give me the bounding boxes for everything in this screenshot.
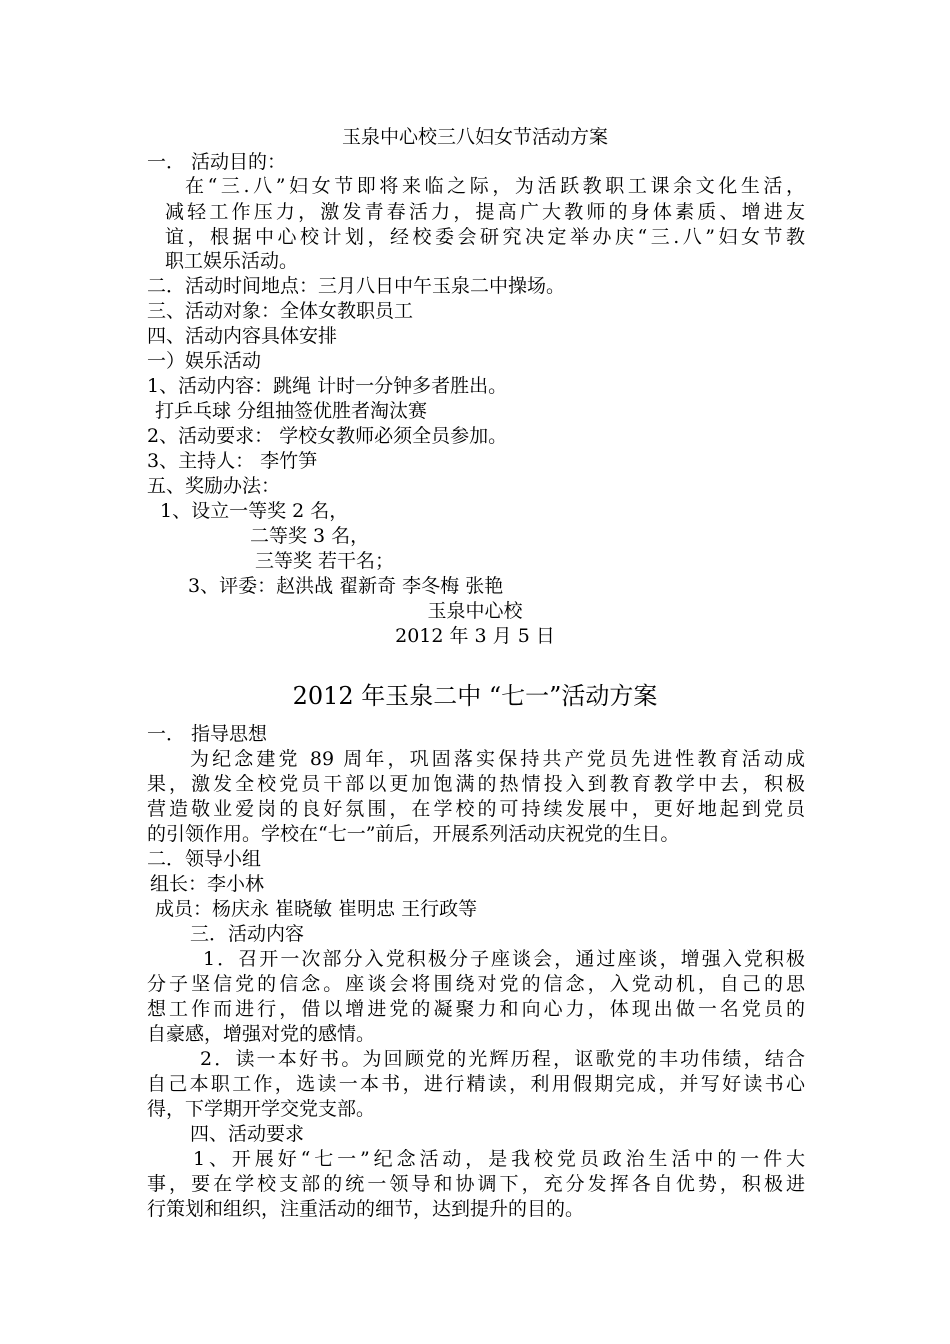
doc1-section1-paragraph-line: 职工娱乐活动。 (165, 250, 299, 272)
doc2-title: 2012 年玉泉二中 “七一”活动方案 (292, 682, 658, 710)
doc2-content1-line: 想工作而进行，借以增进党的凝聚力和向心力，体现出做一名党员的 (147, 998, 805, 1020)
doc1-signature-org: 玉泉中心校 (427, 600, 523, 622)
doc2-content2-line: 自己本职工作，选读一本书，进行精读，利用假期完成，并写好读书心 (147, 1073, 805, 1095)
doc1-title: 玉泉中心校三八妇女节活动方案 (341, 126, 608, 148)
doc1-item: 1、活动内容：跳绳 计时一分钟多者胜出。 (147, 375, 508, 397)
doc1-prize: 1、设立一等奖 2 名， (160, 500, 349, 522)
doc1-prize: 三等奖 若干名； (255, 550, 395, 572)
doc2-content2-line: 得，下学期开学交党支部。 (147, 1098, 376, 1120)
doc1-section2: 二．活动时间地点：三月八日中午玉泉二中操场。 (147, 275, 566, 297)
doc2-leader: 组长：李小林 (150, 873, 265, 895)
doc2-section1-paragraph-line: 为纪念建党 89 周年，巩固落实保持共产党员先进性教育活动成 (190, 748, 805, 770)
doc1-section1-paragraph-line: 减轻工作压力，激发青春活力，提高广大教师的身体素质、增进友 (165, 201, 805, 223)
doc1-section1-paragraph-line: 谊，根据中心校计划，经校委会研究决定举办庆“三.八”妇女节教 (165, 226, 805, 248)
doc1-subsection: 一）娱乐活动 (147, 350, 262, 372)
doc1-section5: 五、奖励办法： (147, 475, 281, 497)
doc2-requirement-line: 1、开展好“七一”纪念活动，是我校党员政治生活中的一件大 (193, 1148, 805, 1170)
doc2-section3-heading: 三．活动内容 (190, 923, 305, 945)
doc1-section1-paragraph-line: 在“三.八”妇女节即将来临之际，为活跃教职工课余文化生活， (185, 175, 805, 197)
doc1-prize: 二等奖 3 名， (250, 525, 370, 547)
doc1-item: 2、活动要求： 学校女教师必须全员参加。 (147, 425, 508, 447)
doc2-section1-heading: 一． 指导思想 (147, 723, 268, 745)
doc2-section1-paragraph-line: 营造敬业爱岗的良好氛围，在学校的可持续发展中，更好地起到党员 (147, 798, 805, 820)
doc1-section1-heading: 一． 活动目的： (147, 151, 287, 173)
doc1-section3: 三、活动对象：全体女教职员工 (147, 300, 414, 322)
doc2-content1-line: 自豪感，增强对党的感情。 (147, 1023, 376, 1045)
doc2-content1-line: 分子坚信党的信念。座谈会将围绕对党的信念，入党动机，自己的思 (147, 973, 805, 995)
doc2-content2-line: 2．读一本好书。为回顾党的光辉历程，讴歌党的丰功伟绩，结合 (200, 1048, 805, 1070)
doc1-item: 打乒乓球 分组抽签优胜者淘汰赛 (155, 400, 428, 422)
doc1-signature-date: 2012 年 3 月 5 日 (395, 625, 555, 647)
doc2-content1-line: 1．召开一次部分入党积极分子座谈会，通过座谈，增强入党积极 (203, 948, 805, 970)
doc1-item: 3、主持人： 李竹笋 (147, 450, 318, 472)
doc2-section1-paragraph-line: 果，激发全校党员干部以更加饱满的热情投入到教育教学中去，积极 (147, 773, 805, 795)
doc2-requirement-line: 行策划和组织，注重活动的细节，达到提升的目的。 (147, 1198, 585, 1220)
doc2-section1-paragraph-line: 的引领作用。学校在“七一”前后，开展系列活动庆祝党的生日。 (147, 823, 680, 845)
doc2-section4-heading: 四、活动要求 (190, 1123, 305, 1145)
doc1-judges: 3、评委：赵洪战 翟新奇 李冬梅 张艳 (188, 575, 504, 597)
doc2-members: 成员：杨庆永 崔晓敏 崔明忠 王行政等 (155, 898, 478, 920)
doc2-requirement-line: 事，要在学校支部的统一领导和协调下，充分发挥各自优势，积极进 (147, 1173, 805, 1195)
doc2-section2-heading: 二．领导小组 (147, 848, 262, 870)
doc1-section4: 四、活动内容具体安排 (147, 325, 338, 347)
